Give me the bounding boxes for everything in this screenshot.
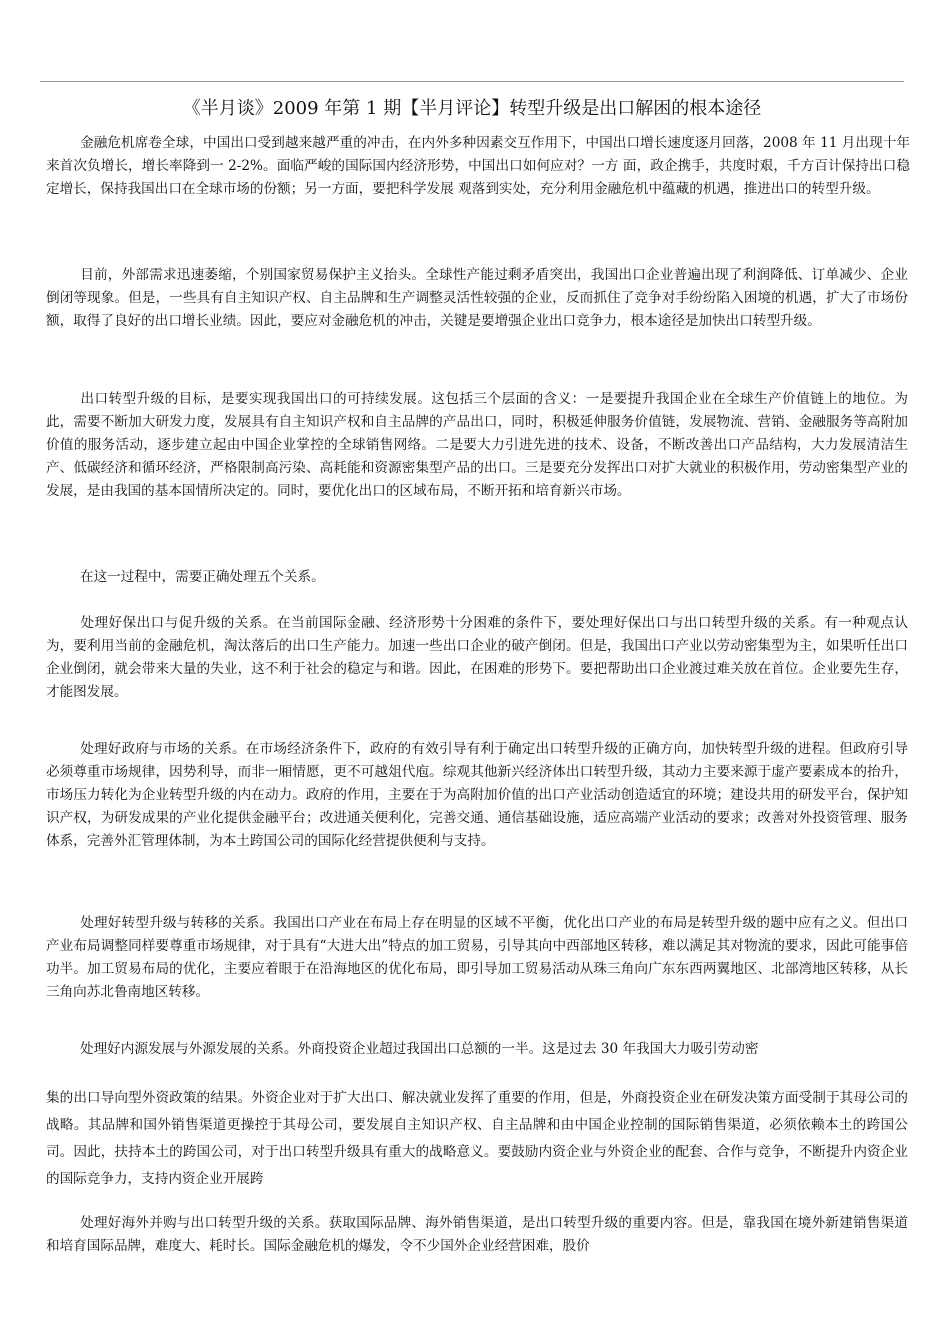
paragraph-intro bbox=[46, 132, 910, 201]
paragraph-relation-overseas-mna bbox=[46, 1212, 908, 1258]
paragraph-relation-domestic-foreign-continued-text: 集的出口导向型外资政策的结果。外资企业对于扩大出口、解决就业发挥了重要的作用，但是，外商投资企业在研发决策方面受制于其母公司的战略。其品牌和国外销售渠道更操控于其母公司，要发展自主知识产权、自主品牌和由中国企业控制的国际销售渠道，必须依赖本土的跨国公司。因此，扶持本土的跨国公司，对于出口转型升级具有重大的战略意义。要鼓励内资企业与外资企业的配套、合作与竞争，不断提升内资企业的国际竞争力，支持内资企业开展跨 bbox=[46, 1090, 908, 1187]
paragraph-relation-domestic-foreign-continued bbox=[46, 1085, 908, 1193]
paragraph-five-relations bbox=[46, 566, 908, 589]
paragraph-upgrade-goals bbox=[46, 388, 908, 503]
paragraph-current-situation-text: 目前，外部需求迅速萎缩，个别国家贸易保护主义抬头。全球性产能过剩矛盾突出，我国出口企业普遍出现了利润降低、订单减少、企业倒闭等现象。但是，一些具有自主知识产权、自主品牌和生产调整灵活性较强的企业，反而抓住了竞争对手纷纷陷入困境的机遇，扩大了市场份额，取得了良好的出口增长业绩。因此，要应对金融危机的冲击，关键是要增强企业出口竞争力，根本途径是加快出口转型升级。 bbox=[46, 267, 908, 329]
paragraph-relation-domestic-foreign bbox=[46, 1038, 866, 1061]
article-title: 《半月谈》2009 年第 1 期【半月评论】转型升级是出口解困的根本途径 bbox=[182, 98, 762, 119]
paragraph-five-relations-text: 在这一过程中，需要正确处理五个关系。 bbox=[80, 569, 325, 585]
paragraph-relation-government-market-text: 处理好政府与市场的关系。在市场经济条件下，政府的有效引导有利于确定出口转型升级的正确方向，加快转型升级的进程。但政府引导必须尊重市场规律，因势利导，而非一厢情愿，更不可越俎代庖。综观其他新兴经济体出口转型升级，其动力主要来源于虚产要素成本的抬升，市场压力转化为企业转型升级的内在动力。政府的作用，主要在于为高附加价值的出口产业活动创造适宜的环境；建设共用的研发平台，保护知识产权，为研发成果的产业化提供金融平台；改进通关便利化，完善交通、通信基础设施，适应高端产业活动的要求；改善对外投资管理、服务体系，完善外汇管理体制，为本土跨国公司的国际化经营提供便利与支持。 bbox=[46, 741, 908, 849]
paragraph-relation-domestic-foreign-text: 处理好内源发展与外源发展的关系。外商投资企业超过我国出口总额的一半。这是过去 30 年我国大力吸引劳动密 bbox=[80, 1041, 759, 1057]
paragraph-upgrade-goals-text: 出口转型升级的目标，是要实现我国出口的可持续发展。这包括三个层面的含义：一是要提升我国企业在全球生产价值链上的地位。为此，需要不断加大研发力度，发展具有自主知识产权和自主品牌的产品出口，同时，积极延伸服务价值链，发展物流、营销、金融服务等高附加价值的服务活动，逐步建立起由中国企业掌控的全球销售网络。二是要大力引进先进的技术、设备，不断改善出口产品结构，大力发展清洁生产、低碳经济和循环经济，严格限制高污染、高耗能和资源密集型产品的出口。三是要充分发挥出口对扩大就业的积极作用，劳动密集型产业的发展，是由我国的基本国情所决定的。同时，要优化出口的区域布局，不断开拓和培育新兴市场。 bbox=[46, 391, 908, 499]
paragraph-intro-text: 金融危机席卷全球，中国出口受到越来越严重的冲击，在内外多种因素交互作用下，中国出口增长速度逐月回落，2008 年 11 月出现十年来首次负增长，增长率降到一 2-2%。面临严峻的国际国内经济形势，中国出口如何应对？一方 面，政企携手，共度时艰，千方百计保持出口稳定增长，保持我国出口在全球市场的份额；另一方面，要把科学发展 观落到实处，充分利用金融危机中蕴藏的机遇，推进出口的转型升级。 bbox=[46, 135, 910, 197]
paragraph-relation-overseas-mna-text: 处理好海外并购与出口转型升级的关系。获取国际品牌、海外销售渠道，是出口转型升级的重要内容。但是，靠我国在境外新建销售渠道和培育国际品牌，难度大、耗时长。国际金融危机的爆发，令不少国外企业经营困难，股价 bbox=[46, 1215, 908, 1254]
paragraph-relation-export-upgrade bbox=[46, 612, 908, 704]
paragraph-relation-export-upgrade-text: 处理好保出口与促升级的关系。在当前国际金融、经济形势十分困难的条件下，要处理好保出口与出口转型升级的关系。有一种观点认为，要利用当前的金融危机，淘汰落后的出口生产能力。加速一些出口企业的破产倒闭。但是，我国出口产业以劳动密集型为主，如果听任出口企业倒闭，就会带来大量的失业，这不利于社会的稳定与和谐。因此，在困难的形势下。要把帮助出口企业渡过难关放在首位。企业要先生存，才能图发展。 bbox=[46, 615, 908, 700]
paragraph-relation-upgrade-transfer-text: 处理好转型升级与转移的关系。我国出口产业在布局上存在明显的区域不平衡，优化出口产业的布局是转型升级的题中应有之义。但出口产业布局调整同样要尊重市场规律，对于具有“大进大出”特点的加工贸易，引导其向中西部地区转移，难以满足其对物流的要求，因此可能事倍功半。加工贸易布局的优化，主要应着眼于在沿海地区的优化布局，即引导加工贸易活动从珠三角向广东东西两翼地区、北部湾地区转移，从长三角向苏北鲁南地区转移。 bbox=[46, 915, 908, 1000]
paragraph-relation-upgrade-transfer bbox=[46, 912, 908, 1004]
paragraph-relation-government-market bbox=[46, 738, 908, 853]
paragraph-current-situation bbox=[46, 264, 908, 333]
header-rule bbox=[40, 81, 904, 82]
